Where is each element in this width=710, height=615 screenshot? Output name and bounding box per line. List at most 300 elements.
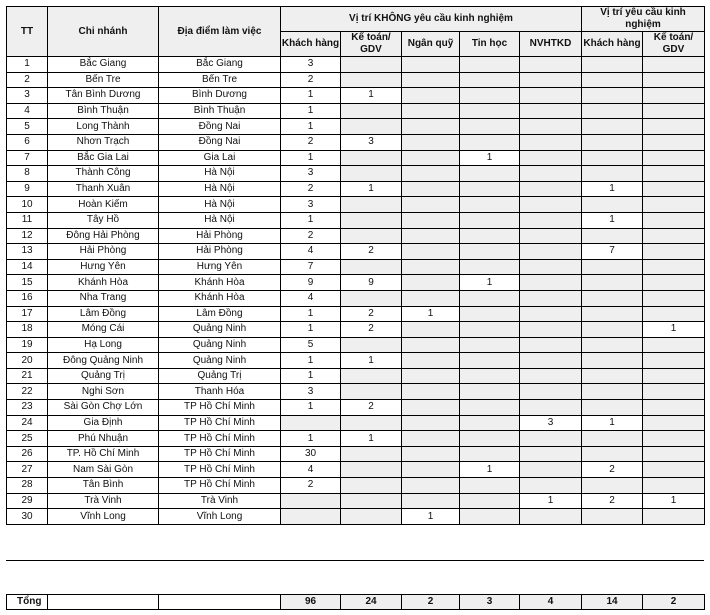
cell-it: [460, 103, 520, 119]
cell-nvhtkd: [520, 368, 582, 384]
table-row: [7, 337, 705, 353]
table-row: [7, 384, 705, 400]
cell-it: [460, 368, 520, 384]
cell-treasury: [402, 119, 460, 135]
row-branch: Sài Gòn Chợ Lớn: [48, 400, 159, 416]
header-it: Tin học: [460, 32, 520, 57]
row-tt: 8: [7, 166, 48, 182]
cell-customer: 2: [281, 478, 341, 494]
row-tt: 23: [7, 400, 48, 416]
row-location: TP Hồ Chí Minh: [159, 415, 281, 431]
row-tt: 21: [7, 368, 48, 384]
row-branch: Thanh Xuân: [48, 181, 159, 197]
cell-nvhtkd: [520, 259, 582, 275]
cell-accountant: 2: [341, 322, 402, 338]
row-location: Bắc Giang: [159, 57, 281, 73]
cell-exp-accountant: [643, 353, 705, 369]
table-row: [7, 228, 705, 244]
cell-accountant: 2: [341, 244, 402, 260]
cell-treasury: [402, 431, 460, 447]
row-branch: Hoàn Kiếm: [48, 197, 159, 213]
cell-it: [460, 400, 520, 416]
cell-nvhtkd: [520, 103, 582, 119]
cell-exp-customer: [582, 431, 643, 447]
row-location: Hà Nội: [159, 181, 281, 197]
cell-exp-customer: [582, 509, 643, 525]
row-branch: TP. Hồ Chí Minh: [48, 446, 159, 462]
cell-accountant: 9: [341, 275, 402, 291]
cell-exp-customer: [582, 384, 643, 400]
cell-customer: 30: [281, 446, 341, 462]
cell-treasury: [402, 134, 460, 150]
cell-nvhtkd: [520, 197, 582, 213]
row-branch: Nhơn Trạch: [48, 134, 159, 150]
row-branch: Hưng Yên: [48, 259, 159, 275]
cell-nvhtkd: [520, 462, 582, 478]
row-tt: 16: [7, 290, 48, 306]
cell-treasury: [402, 384, 460, 400]
cell-exp-customer: 1: [582, 415, 643, 431]
header-accountant: Kế toán/ GDV: [341, 32, 402, 57]
cell-customer: [281, 415, 341, 431]
cell-accountant: [341, 384, 402, 400]
cell-it: [460, 134, 520, 150]
row-tt: 24: [7, 415, 48, 431]
cell-it: [460, 72, 520, 88]
row-tt: 15: [7, 275, 48, 291]
row-location: TP Hồ Chí Minh: [159, 446, 281, 462]
cell-customer: 1: [281, 119, 341, 135]
table-row: [7, 493, 705, 509]
row-tt: 13: [7, 244, 48, 260]
cell-nvhtkd: [520, 212, 582, 228]
cell-exp-accountant: [643, 275, 705, 291]
cell-customer: 2: [281, 134, 341, 150]
cell-treasury: [402, 493, 460, 509]
spacer-block: [6, 535, 704, 561]
cell-treasury: [402, 197, 460, 213]
row-location: TP Hồ Chí Minh: [159, 431, 281, 447]
row-tt: 3: [7, 88, 48, 104]
total-it: 3: [460, 595, 520, 610]
table-row: [7, 306, 705, 322]
cell-nvhtkd: [520, 88, 582, 104]
row-branch: Vĩnh Long: [48, 509, 159, 525]
cell-exp-customer: 2: [582, 493, 643, 509]
cell-treasury: [402, 88, 460, 104]
row-location: Hải Phòng: [159, 228, 281, 244]
cell-exp-accountant: [643, 181, 705, 197]
total-exp-customer: 14: [582, 595, 643, 610]
cell-treasury: [402, 462, 460, 478]
cell-treasury: [402, 259, 460, 275]
cell-exp-customer: [582, 322, 643, 338]
table-row: [7, 322, 705, 338]
table-row: [7, 103, 705, 119]
cell-accountant: [341, 197, 402, 213]
row-tt: 4: [7, 103, 48, 119]
cell-accountant: [341, 478, 402, 494]
cell-exp-accountant: [643, 431, 705, 447]
cell-exp-customer: [582, 88, 643, 104]
table-row: [7, 72, 705, 88]
cell-nvhtkd: [520, 244, 582, 260]
row-branch: Móng Cái: [48, 322, 159, 338]
row-location: Quảng Trị: [159, 368, 281, 384]
table-row: [7, 478, 705, 494]
cell-treasury: [402, 275, 460, 291]
cell-exp-customer: [582, 103, 643, 119]
cell-treasury: [402, 337, 460, 353]
cell-exp-customer: [582, 275, 643, 291]
row-tt: 1: [7, 57, 48, 73]
cell-exp-customer: [582, 446, 643, 462]
cell-it: [460, 415, 520, 431]
recruitment-table: [6, 6, 705, 525]
row-location: Khánh Hòa: [159, 275, 281, 291]
table-row: [7, 244, 705, 260]
cell-exp-customer: 7: [582, 244, 643, 260]
cell-customer: 2: [281, 228, 341, 244]
row-branch: Quảng Trị: [48, 368, 159, 384]
row-branch: Bắc Gia Lai: [48, 150, 159, 166]
cell-it: [460, 197, 520, 213]
cell-customer: 2: [281, 181, 341, 197]
table-row: [7, 353, 705, 369]
row-location: Vĩnh Long: [159, 509, 281, 525]
row-branch: Bình Thuận: [48, 103, 159, 119]
cell-it: [460, 431, 520, 447]
row-location: Bến Tre: [159, 72, 281, 88]
cell-nvhtkd: [520, 400, 582, 416]
cell-it: [460, 306, 520, 322]
row-branch: Hải Phòng: [48, 244, 159, 260]
cell-accountant: 2: [341, 400, 402, 416]
total-accountant: 24: [341, 595, 402, 610]
cell-exp-customer: [582, 478, 643, 494]
cell-exp-customer: [582, 197, 643, 213]
cell-nvhtkd: [520, 384, 582, 400]
cell-it: [460, 259, 520, 275]
cell-treasury: [402, 228, 460, 244]
cell-it: [460, 509, 520, 525]
cell-treasury: [402, 181, 460, 197]
row-branch: Tân Bình: [48, 478, 159, 494]
row-location: Bình Dương: [159, 88, 281, 104]
row-location: Lâm Đồng: [159, 306, 281, 322]
cell-treasury: [402, 353, 460, 369]
cell-treasury: [402, 150, 460, 166]
cell-exp-customer: [582, 119, 643, 135]
row-tt: 2: [7, 72, 48, 88]
cell-exp-accountant: [643, 337, 705, 353]
row-location: TP Hồ Chí Minh: [159, 400, 281, 416]
table-row: [7, 150, 705, 166]
cell-customer: 4: [281, 290, 341, 306]
cell-accountant: [341, 446, 402, 462]
row-tt: 28: [7, 478, 48, 494]
row-tt: 27: [7, 462, 48, 478]
cell-it: [460, 119, 520, 135]
row-location: Hải Phòng: [159, 244, 281, 260]
cell-nvhtkd: [520, 446, 582, 462]
cell-accountant: [341, 150, 402, 166]
cell-nvhtkd: [520, 290, 582, 306]
row-tt: 20: [7, 353, 48, 369]
cell-exp-customer: [582, 400, 643, 416]
cell-accountant: [341, 212, 402, 228]
total-label: Tổng: [7, 595, 48, 610]
cell-exp-accountant: [643, 197, 705, 213]
row-branch: Khánh Hòa: [48, 275, 159, 291]
cell-exp-customer: [582, 368, 643, 384]
cell-nvhtkd: [520, 322, 582, 338]
table-row: [7, 446, 705, 462]
row-branch: Nghi Sơn: [48, 384, 159, 400]
cell-treasury: [402, 290, 460, 306]
row-tt: 7: [7, 150, 48, 166]
cell-exp-customer: [582, 57, 643, 73]
row-branch: Nha Trang: [48, 290, 159, 306]
cell-it: [460, 322, 520, 338]
table-row: [7, 57, 705, 73]
row-location: Đồng Nai: [159, 119, 281, 135]
row-tt: 18: [7, 322, 48, 338]
cell-exp-customer: 2: [582, 462, 643, 478]
row-tt: 12: [7, 228, 48, 244]
table-row: [7, 88, 705, 104]
cell-exp-accountant: [643, 228, 705, 244]
table-row: [7, 368, 705, 384]
cell-nvhtkd: [520, 57, 582, 73]
table-row: [7, 134, 705, 150]
cell-customer: 1: [281, 103, 341, 119]
row-location: Quảng Ninh: [159, 322, 281, 338]
cell-treasury: [402, 400, 460, 416]
header-treasury: Ngân quỹ: [402, 32, 460, 57]
cell-treasury: 1: [402, 306, 460, 322]
cell-treasury: [402, 72, 460, 88]
header-exp-accountant: Kế toán/ GDV: [643, 32, 705, 57]
total-nvhtkd: 4: [520, 595, 582, 610]
cell-customer: 1: [281, 150, 341, 166]
header-location: Địa điểm làm việc: [159, 7, 281, 57]
cell-customer: 4: [281, 244, 341, 260]
table-row: [7, 509, 705, 525]
cell-it: [460, 244, 520, 260]
row-tt: 9: [7, 181, 48, 197]
cell-nvhtkd: [520, 353, 582, 369]
row-location: TP Hồ Chí Minh: [159, 462, 281, 478]
table-row: [7, 290, 705, 306]
row-tt: 5: [7, 119, 48, 135]
cell-accountant: 1: [341, 88, 402, 104]
total-exp-accountant: 2: [643, 595, 705, 610]
cell-exp-accountant: [643, 57, 705, 73]
table-row: [7, 212, 705, 228]
row-location: Đồng Nai: [159, 134, 281, 150]
cell-it: [460, 57, 520, 73]
cell-customer: 7: [281, 259, 341, 275]
row-branch: Nam Sài Gòn: [48, 462, 159, 478]
row-branch: Đông Quảng Ninh: [48, 353, 159, 369]
cell-it: [460, 478, 520, 494]
table-row: [7, 462, 705, 478]
cell-accountant: [341, 57, 402, 73]
cell-customer: 1: [281, 431, 341, 447]
cell-customer: 1: [281, 353, 341, 369]
row-branch: Hạ Long: [48, 337, 159, 353]
row-location: Hà Nội: [159, 212, 281, 228]
cell-customer: 3: [281, 57, 341, 73]
table-row: [7, 431, 705, 447]
row-tt: 10: [7, 197, 48, 213]
row-tt: 17: [7, 306, 48, 322]
cell-customer: 1: [281, 88, 341, 104]
table-row: [7, 259, 705, 275]
cell-treasury: [402, 368, 460, 384]
cell-nvhtkd: [520, 166, 582, 182]
cell-customer: 1: [281, 400, 341, 416]
cell-accountant: [341, 462, 402, 478]
cell-exp-accountant: [643, 415, 705, 431]
cell-accountant: 1: [341, 181, 402, 197]
cell-treasury: [402, 322, 460, 338]
cell-customer: 4: [281, 462, 341, 478]
cell-exp-accountant: [643, 368, 705, 384]
cell-exp-accountant: [643, 384, 705, 400]
cell-accountant: [341, 493, 402, 509]
cell-exp-accountant: [643, 259, 705, 275]
total-customer: 96: [281, 595, 341, 610]
cell-exp-accountant: [643, 150, 705, 166]
cell-customer: 1: [281, 368, 341, 384]
table-row: [7, 197, 705, 213]
cell-exp-customer: [582, 166, 643, 182]
cell-it: [460, 493, 520, 509]
row-tt: 11: [7, 212, 48, 228]
cell-accountant: [341, 368, 402, 384]
cell-exp-customer: [582, 72, 643, 88]
cell-nvhtkd: [520, 150, 582, 166]
cell-accountant: [341, 509, 402, 525]
row-tt: 25: [7, 431, 48, 447]
row-branch: Lâm Đồng: [48, 306, 159, 322]
cell-exp-accountant: [643, 166, 705, 182]
header-nvhtkd: NVHTKD: [520, 32, 582, 57]
cell-exp-accountant: [643, 290, 705, 306]
cell-nvhtkd: [520, 509, 582, 525]
cell-exp-accountant: [643, 400, 705, 416]
cell-customer: 1: [281, 212, 341, 228]
cell-treasury: [402, 244, 460, 260]
row-location: Quảng Ninh: [159, 353, 281, 369]
cell-exp-accountant: [643, 212, 705, 228]
cell-it: [460, 384, 520, 400]
cell-treasury: [402, 212, 460, 228]
row-tt: 26: [7, 446, 48, 462]
cell-customer: 3: [281, 166, 341, 182]
cell-exp-customer: 1: [582, 212, 643, 228]
total-treasury: 2: [402, 595, 460, 610]
row-tt: 22: [7, 384, 48, 400]
row-branch: Thành Công: [48, 166, 159, 182]
cell-customer: 1: [281, 306, 341, 322]
cell-accountant: 1: [341, 353, 402, 369]
row-location: Hà Nội: [159, 197, 281, 213]
cell-exp-accountant: [643, 134, 705, 150]
cell-it: 1: [460, 275, 520, 291]
cell-it: [460, 337, 520, 353]
row-location: Khánh Hòa: [159, 290, 281, 306]
cell-exp-accountant: 1: [643, 493, 705, 509]
cell-it: 1: [460, 150, 520, 166]
cell-exp-accountant: [643, 446, 705, 462]
cell-exp-accountant: [643, 509, 705, 525]
cell-treasury: [402, 446, 460, 462]
row-branch: Tân Bình Dương: [48, 88, 159, 104]
table-row: [7, 275, 705, 291]
cell-exp-customer: [582, 228, 643, 244]
cell-nvhtkd: [520, 72, 582, 88]
cell-exp-accountant: 1: [643, 322, 705, 338]
table-row: [7, 119, 705, 135]
cell-nvhtkd: 3: [520, 415, 582, 431]
row-branch: Đông Hải Phòng: [48, 228, 159, 244]
row-branch: Bắc Giang: [48, 57, 159, 73]
row-branch: Tây Hồ: [48, 212, 159, 228]
cell-nvhtkd: [520, 228, 582, 244]
cell-exp-customer: [582, 150, 643, 166]
cell-exp-customer: [582, 337, 643, 353]
row-branch: Trà Vinh: [48, 493, 159, 509]
cell-exp-accountant: [643, 72, 705, 88]
row-location: Thanh Hóa: [159, 384, 281, 400]
cell-exp-customer: 1: [582, 181, 643, 197]
header-experience-group: Vị trí yêu cầu kinh nghiệm: [582, 7, 705, 32]
table-row: [7, 415, 705, 431]
cell-accountant: [341, 228, 402, 244]
row-branch: Gia Định: [48, 415, 159, 431]
cell-it: [460, 181, 520, 197]
row-branch: Bến Tre: [48, 72, 159, 88]
row-branch: Phú Nhuận: [48, 431, 159, 447]
cell-nvhtkd: [520, 181, 582, 197]
cell-it: [460, 166, 520, 182]
cell-nvhtkd: [520, 431, 582, 447]
cell-it: [460, 212, 520, 228]
header-branch: Chi nhánh: [48, 7, 159, 57]
cell-accountant: 1: [341, 431, 402, 447]
cell-accountant: [341, 119, 402, 135]
row-location: Hà Nội: [159, 166, 281, 182]
cell-exp-customer: [582, 259, 643, 275]
table-body: [7, 57, 705, 525]
table-row: [7, 400, 705, 416]
row-tt: 14: [7, 259, 48, 275]
header-customer: Khách hàng: [281, 32, 341, 57]
cell-exp-accountant: [643, 119, 705, 135]
cell-customer: [281, 493, 341, 509]
header-no-experience-group: Vị trí KHÔNG yêu cầu kinh nghiệm: [281, 7, 582, 32]
cell-it: [460, 290, 520, 306]
cell-accountant: 3: [341, 134, 402, 150]
cell-treasury: [402, 103, 460, 119]
row-location: Trà Vinh: [159, 493, 281, 509]
cell-nvhtkd: [520, 306, 582, 322]
cell-treasury: 1: [402, 509, 460, 525]
cell-customer: 9: [281, 275, 341, 291]
